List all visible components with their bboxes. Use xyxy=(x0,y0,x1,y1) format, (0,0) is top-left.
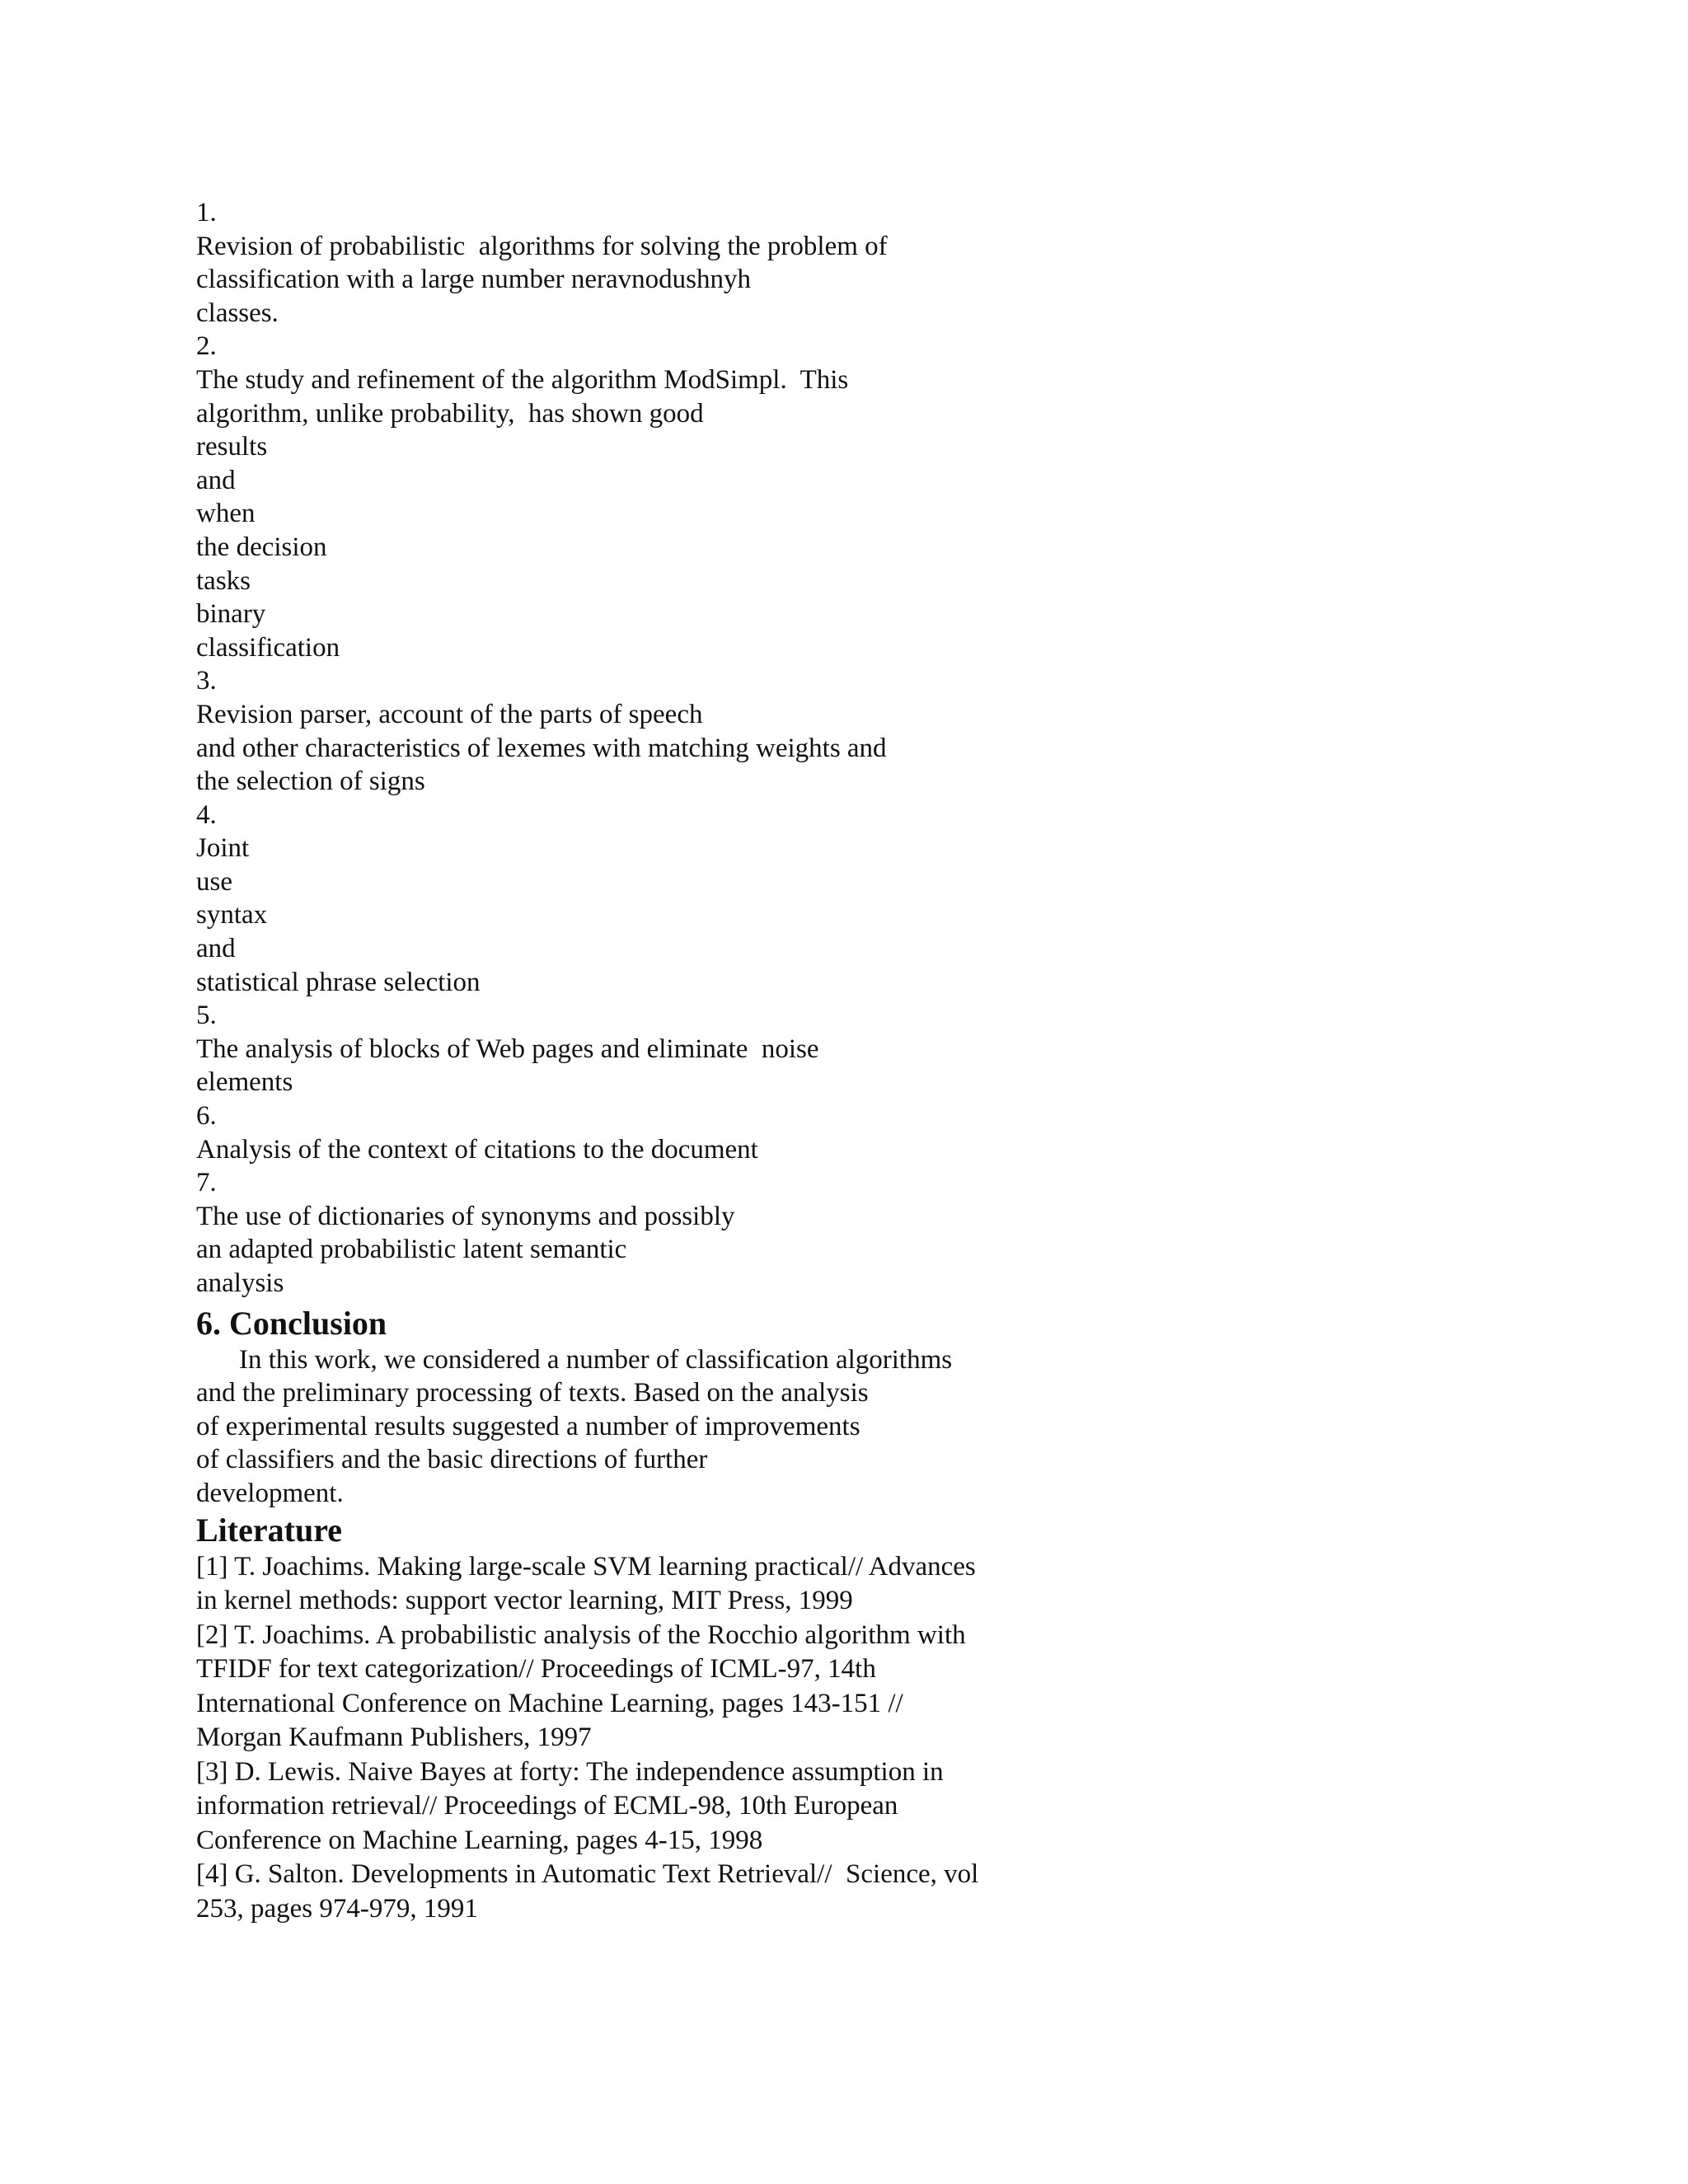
item-text-line: an adapted probabilistic latent semantic xyxy=(196,1235,627,1265)
list-item xyxy=(196,196,1482,330)
paragraph-line: of classifiers and the basic directions of further xyxy=(196,1445,708,1475)
reference-line: 253, pages 974-979, 1991 xyxy=(196,1893,478,1924)
item-text-line: classes. xyxy=(196,298,279,328)
item-text-line: when xyxy=(196,499,256,529)
item-text-line: analysis xyxy=(196,1268,284,1298)
list-item xyxy=(196,1166,1482,1300)
item-text-line: The use of dictionaries of synonyms and possibly xyxy=(196,1201,735,1231)
conclusion-heading: 6. Conclusion xyxy=(196,1304,387,1342)
list-item xyxy=(196,799,1482,1000)
list-item xyxy=(196,999,1482,1099)
reference-line: [4] G. Salton. Developments in Automatic Text Retrieval// Science, vol xyxy=(196,1859,979,1890)
item-text-line: Revision parser, account of the parts of speech xyxy=(196,699,703,729)
reference-line: [3] D. Lewis. Naive Bayes at forty: The independence assumption in xyxy=(196,1756,944,1787)
list-item xyxy=(196,330,1482,664)
item-text-line: the decision xyxy=(196,532,327,562)
paragraph-line: In this work, we considered a number of classification algorithms xyxy=(239,1344,953,1375)
item-text-line: and xyxy=(196,934,236,964)
reference-line: [1] T. Joachims. Making large-scale SVM learning practical// Advances xyxy=(196,1551,976,1582)
item-text-line: classification xyxy=(196,632,340,663)
item-number: 3. xyxy=(196,666,217,696)
document-page xyxy=(196,196,1482,1926)
literature-heading: Literature xyxy=(196,1511,342,1549)
reference-line: International Conference on Machine Learning, pages 143-151 // xyxy=(196,1688,903,1718)
item-text-line: syntax xyxy=(196,900,268,930)
reference-line: TFIDF for text categorization// Proceedings of ICML-97, 14th xyxy=(196,1654,876,1685)
item-text-line: and other characteristics of lexemes with matching weights and xyxy=(196,733,887,763)
item-text-line: results xyxy=(196,432,268,462)
item-text-line: and xyxy=(196,465,236,495)
literature-section xyxy=(196,1511,1482,1927)
item-number: 6. xyxy=(196,1101,217,1132)
improvements-list xyxy=(196,196,1482,1301)
item-text-line: use xyxy=(196,866,232,897)
reference-line: in kernel methods: support vector learning, MIT Press, 1999 xyxy=(196,1586,853,1616)
item-number: 2. xyxy=(196,331,217,362)
item-text-line: The analysis of blocks of Web pages and eliminate noise xyxy=(196,1033,819,1064)
item-text-line: the selection of signs xyxy=(196,766,425,797)
item-text-line: binary xyxy=(196,599,266,630)
item-text-line: Revision of probabilistic algorithms for solving the problem of xyxy=(196,231,888,261)
item-number: 7. xyxy=(196,1168,217,1198)
item-number: 1. xyxy=(196,198,217,227)
item-text-line: statistical phrase selection xyxy=(196,967,481,997)
item-text-line: The study and refinement of the algorithm ModSimpl. This xyxy=(196,364,849,395)
item-text-line: tasks xyxy=(196,565,251,596)
paragraph-line: development. xyxy=(196,1478,344,1508)
item-number: 4. xyxy=(196,799,217,830)
list-item xyxy=(196,1099,1482,1166)
paragraph-line: and the preliminary processing of texts. Based on the analysis xyxy=(196,1378,869,1408)
item-text-line: Joint xyxy=(196,833,250,864)
item-number: 5. xyxy=(196,1001,217,1031)
paragraph-line: of experimental results suggested a number of improvements xyxy=(196,1411,860,1441)
reference-line: [2] T. Joachims. A probabilistic analysis of the Rocchio algorithm with xyxy=(196,1619,966,1650)
conclusion-section xyxy=(196,1304,1482,1511)
reference-line: Conference on Machine Learning, pages 4-15, 1998 xyxy=(196,1825,763,1855)
item-text-line: classification with a large number neravnodushnyh xyxy=(196,265,751,295)
list-item xyxy=(196,664,1482,798)
item-text-line: Analysis of the context of citations to the document xyxy=(196,1134,758,1165)
item-text-line: elements xyxy=(196,1067,293,1098)
item-text-line: algorithm, unlike probability, has shown good xyxy=(196,398,704,429)
reference-line: information retrieval// Proceedings of ECML-98, 10th European xyxy=(196,1791,898,1821)
reference-line: Morgan Kaufmann Publishers, 1997 xyxy=(196,1722,592,1753)
